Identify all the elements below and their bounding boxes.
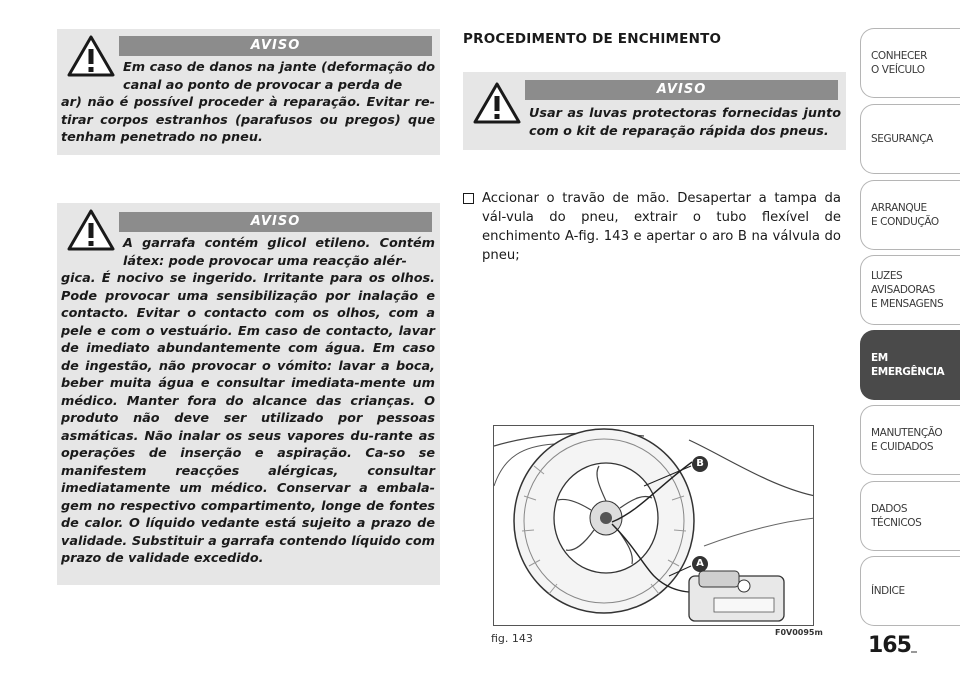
tab-label: MANUTENÇÃO — [871, 427, 943, 439]
tyre-inflation-illustration — [494, 426, 814, 626]
section-title: PROCEDIMENTO DE ENCHIMENTO — [463, 31, 722, 47]
tab-indice[interactable] — [860, 556, 960, 626]
warning-text — [467, 105, 841, 140]
warning-header: AVISO — [525, 80, 838, 100]
tab-label: SEGURANÇA — [871, 133, 933, 145]
bullet-checkbox-icon — [463, 193, 474, 204]
warning-text-rest: gica. É nocivo se ingerido. Irritante para os olhos. Pode provocar uma sensibilização por inalação e contacto. Evitar o contacto com os olhos, com a pele e com o vestuário. Em caso de contacto, lavar de imediato abundantemente com água. Em caso de ingestão, não provocar o vómito: lavar a boca, beber muita água e consultar imediata-mente um médico. Manter fora do alcance das crianças. O produto não deve ser utilizado por pessoas asmáticas. Não inalar os seus vapores du-rante as operações de inserção e aspiração. Ca-so se manifestem reacções alérgicas, consultar imediatamente um médico. Conservar a embala-gem no respectivo compartimento, longe de fontes de calor. O líquido vedante está sujeito a prazo de validade. Substituir a garrafa contendo líquido com prazo de validade excedido. — [61, 271, 435, 566]
warning-box-gloves — [463, 72, 846, 150]
page-number: 165 — [868, 633, 911, 658]
tab-arranque-e-conducao[interactable] — [860, 180, 960, 250]
warning-header: AVISO — [119, 36, 432, 56]
tab-label: LUZES AVISADORAS — [871, 270, 935, 296]
tab-dados-tecnicos[interactable] — [860, 481, 960, 551]
tab-label: ÍNDICE — [871, 585, 905, 597]
tab-label-line2: E CONDUÇÃO — [871, 216, 939, 228]
warning-text-first: Em caso de danos na jante (deformação do canal ao ponto de provocar a perda de — [123, 60, 435, 93]
tab-conhecer-o-veiculo[interactable] — [860, 28, 960, 98]
tab-label: ARRANQUE — [871, 202, 927, 214]
tab-label-line2: E CUIDADOS — [871, 441, 934, 453]
figure-caption: fig. 143 — [491, 632, 533, 645]
figure-code: F0V0095m — [775, 628, 823, 637]
instruction-text: Accionar o travão de mão. Desapertar a tampa da vál-vula do pneu, extrair o tubo flexível de enchimento A-fig. 143 e apertar o aro B na válvula do pneu; — [482, 191, 841, 263]
tab-label-line2: E MENSAGENS — [871, 298, 944, 310]
callout-a-marker: A — [692, 556, 708, 572]
warning-box-rim-damage — [57, 29, 440, 155]
tab-seguranca[interactable] — [860, 104, 960, 174]
warning-text-rest: ar) não é possível proceder à reparação. Evitar re-tirar corpos estranhos (parafusos ou pregos) que tenham penetrado no pneu. — [61, 95, 435, 145]
warning-text — [61, 235, 435, 568]
tab-label: EM EMERGÊNCIA — [871, 352, 945, 378]
warning-text-first: A garrafa contém glicol etileno. Contém látex: pode provocar uma reacção alér- — [123, 236, 435, 269]
warning-text-first: Usar as luvas protectoras fornecidas junto com o kit de reparação rápida dos pneus. — [529, 106, 841, 139]
page-number-rule — [911, 651, 917, 653]
warning-text — [61, 59, 435, 147]
warning-header: AVISO — [119, 212, 432, 232]
tab-label-line2: O VEÍCULO — [871, 64, 925, 76]
callout-b-marker: B — [692, 456, 708, 472]
tab-label: CONHECER — [871, 50, 928, 62]
tab-manutencao-e-cuidados[interactable] — [860, 405, 960, 475]
tab-label: DADOS TÉCNICOS — [871, 503, 922, 529]
instruction-bullet — [463, 189, 841, 265]
figure-143 — [493, 425, 814, 626]
tab-luzes-avisadoras[interactable] — [860, 255, 960, 325]
tab-em-emergencia[interactable] — [860, 330, 960, 400]
warning-box-sealant-bottle — [57, 203, 440, 585]
